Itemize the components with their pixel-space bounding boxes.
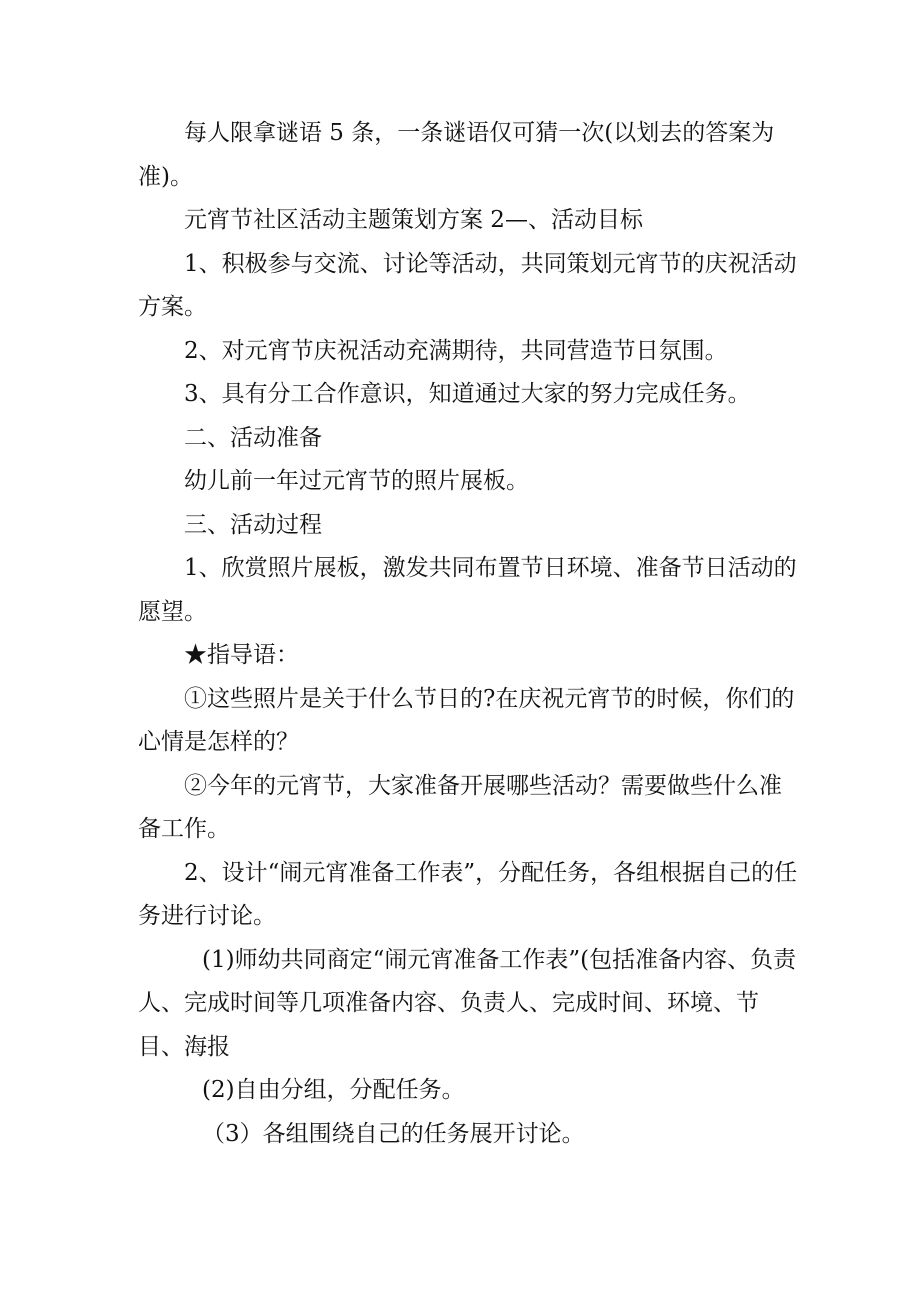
- document-body: [138, 112, 798, 1156]
- paragraph-step-3: （3）各组围绕自己的任务展开讨论。: [202, 1120, 585, 1147]
- heading-process: 三、活动过程: [184, 511, 322, 538]
- paragraph-question-2: ②今年的元宵节，大家准备开展哪些活动？需要做些什么准备工作。: [138, 772, 782, 842]
- paragraph-process-2: 2、设计“闹元宵准备工作表”，分配任务，各组根据自己的任务进行讨论。: [138, 859, 798, 929]
- paragraph-step-2: (2)自由分组，分配任务。: [202, 1077, 465, 1103]
- paragraph-preparation: 幼儿前一年过元宵节的照片展板。: [184, 468, 529, 494]
- paragraph-guidance: ★指导语：: [184, 642, 299, 668]
- paragraph-plan-title: 元宵节社区活动主题策划方案 2—、活动目标: [184, 207, 643, 233]
- paragraph-goal-2: 2、对元宵节庆祝活动充满期待，共同营造节日氛围。: [184, 337, 728, 364]
- paragraph-question-1: ①这些照片是关于什么节日的?在庆祝元宵节的时候，你们的心情是怎样的？: [138, 685, 795, 755]
- paragraph-goal-3: 3、具有分工合作意识，知道通过大家的努力完成任务。: [184, 381, 751, 407]
- paragraph-step-1: (1)师幼共同商定“闹元宵准备工作表”(包括准备内容、负责人、完成时间等几项准备内容、负责人、完成时间、环境、节目、海报: [138, 946, 797, 1060]
- paragraph-goal-1: 1、积极参与交流、讨论等活动，共同策划元宵节的庆祝活动方案。: [138, 250, 797, 320]
- paragraph-process-1: 1、欣赏照片展板，激发共同布置节日环境、准备节日活动的愿望。: [138, 555, 797, 625]
- heading-preparation: 二、活动准备: [184, 424, 322, 451]
- paragraph-riddle-rule: 每人限拿谜语 5 条，一条谜语仅可猜一次(以划去的答案为准)。: [138, 120, 775, 190]
